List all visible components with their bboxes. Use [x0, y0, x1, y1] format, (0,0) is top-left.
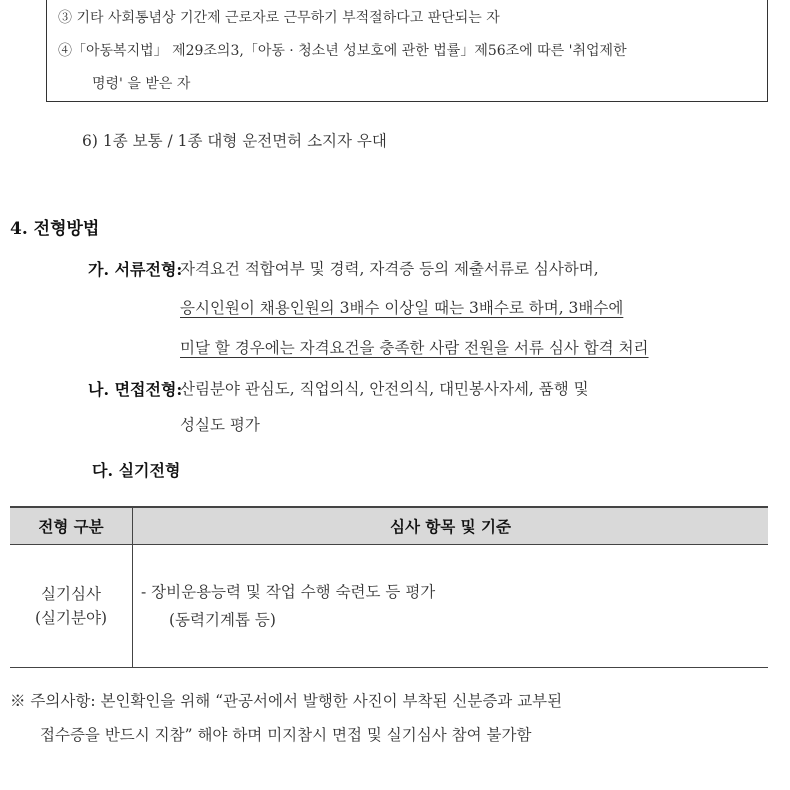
document-screening-label: 가. 서류전형: [88, 260, 183, 279]
disqualification-item-3: ③ 기타 사회통념상 기간제 근로자로 근무하기 부적절하다고 판단되는 자 [58, 10, 500, 26]
caution-note [10, 684, 562, 752]
criteria-line-1: - 장비운용능력 및 작업 수행 숙련도 등 평가 [141, 583, 436, 601]
table-cell-category [10, 545, 133, 668]
disqualification-item-4-continued: 명령' 을 받은 자 [92, 76, 191, 92]
disqualification-item-4: ④「아동복지법」 제29조의3,「아동 · 청소년 성보호에 관한 법률」제56조에 따른 '취업제한 [58, 43, 627, 59]
table-row [10, 545, 768, 668]
table-header-row [10, 507, 768, 545]
caution-note-line-2: 접수증을 반드시 지참” 해야 하며 미지참시 면접 및 실기심사 참여 불가함 [40, 726, 532, 744]
criteria-line-2: (동력기계톱 등) [169, 611, 276, 629]
category-line-1: 실기심사 [41, 585, 101, 603]
category-line-2: (실기분야) [35, 609, 107, 627]
requirement-6: 6) 1종 보통 / 1종 대형 운전면허 소지자 우대 [82, 132, 387, 150]
interview-screening-label: 나. 면접전형: [88, 380, 183, 399]
table-cell-criteria [133, 545, 769, 668]
evaluation-table [10, 506, 768, 668]
table-header-category: 전형 구분 [10, 507, 133, 545]
document-screening-line-2: 응시인원이 채용인원의 3배수 이상일 때는 3배수로 하며, 3배수에 [180, 299, 624, 317]
practical-screening-heading: 다. 실기전형 [92, 461, 181, 480]
section-title: 4. 전형방법 [10, 219, 100, 239]
interview-screening-line-2: 성실도 평가 [180, 416, 260, 434]
document-screening-line-3: 미달 할 경우에는 자격요건을 충족한 사람 전원을 서류 심사 합격 처리 [180, 339, 649, 357]
table-header-criteria: 심사 항목 및 기준 [133, 507, 769, 545]
caution-note-line-1: ※ 주의사항: 본인확인을 위해 “관공서에서 발행한 사진이 부착된 신분증과 교부된 [10, 692, 563, 710]
document-screening-line-1: 자격요건 적합여부 및 경력, 자격증 등의 제출서류로 심사하며, [180, 260, 599, 278]
interview-screening-line-1: 산림분야 관심도, 직업의식, 안전의식, 대민봉사자세, 품행 및 [180, 380, 589, 398]
